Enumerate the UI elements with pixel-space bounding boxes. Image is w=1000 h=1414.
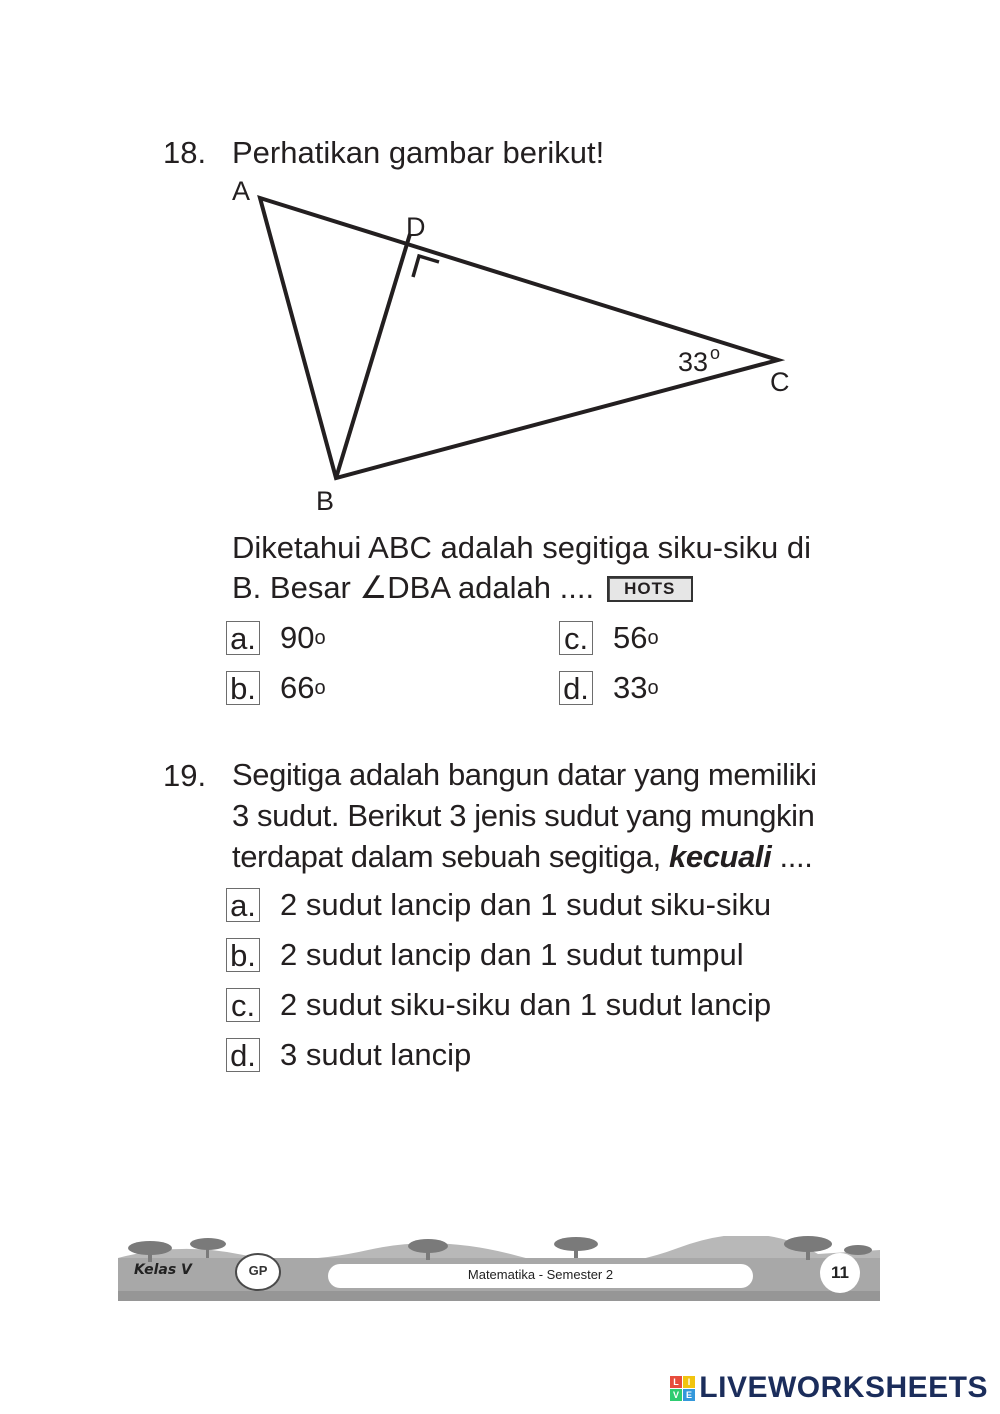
option-letter-box[interactable]: b. [226,938,260,972]
page-footer [118,1236,880,1301]
liveworksheets-logo-icon: L I V E [670,1376,695,1401]
option-letter-box[interactable]: d. [559,671,593,705]
emphasis-kecuali: kecuali [669,839,772,874]
hots-badge: HOTS [607,576,693,602]
q19-option-c[interactable] [226,987,771,1023]
angle-symbol: ∠ [359,570,388,605]
option-text: 2 sudut lancip dan 1 sudut tumpul [280,937,744,972]
q18-option-c[interactable]: c. 56 o [559,620,659,656]
option-value: 56 [613,620,648,655]
q18-option-b[interactable]: b. 66 o [226,670,326,706]
option-value: 33 [613,670,648,705]
page-number: 11 [831,1263,849,1282]
q19-option-b[interactable] [226,937,744,973]
option-letter-box[interactable]: c. [559,621,593,655]
question-19-line1: Segitiga adalah bangun datar yang memiliki [232,757,817,792]
label-a: A [232,176,251,206]
brand-name: LIVEWORKSHEETS [699,1371,988,1404]
label-c: C [770,367,790,397]
label-d: D [406,212,426,242]
question-number-18: 18. [163,135,207,170]
q19-option-a[interactable] [226,887,771,923]
question-18-prompt: Perhatikan gambar berikut! [232,135,605,170]
q18-option-d[interactable]: d. 33 o [559,670,659,706]
option-letter-box[interactable]: d. [226,1038,260,1072]
option-text: 2 sudut siku-siku dan 1 sudut lancip [280,987,772,1022]
class-label: Kelas V [134,1262,192,1278]
angle-c-unit: o [710,343,721,363]
question-19-line2: 3 sudut. Berikut 3 jenis sudut yang mungkin [232,798,815,833]
option-text: 3 sudut lancip [280,1037,472,1072]
publisher-logo: GP [248,1263,268,1278]
triangle-figure [220,170,820,520]
option-text: 2 sudut lancip dan 1 sudut siku-siku [280,887,772,922]
q18-option-a[interactable]: a. 90 o [226,620,326,656]
subject-label: Matematika - Semester 2 [467,1267,614,1282]
option-letter-box[interactable]: a. [226,888,260,922]
segment-bd [336,234,410,478]
option-value: 66 [280,670,315,705]
question-18-text-line2: B. Besar ∠DBA adalah .... HOTS [232,567,693,608]
label-b: B [316,486,335,516]
triangle-abc [260,198,778,478]
q19-option-d[interactable] [226,1037,471,1073]
right-angle-marker [413,256,439,277]
option-letter-box[interactable]: a. [226,621,260,655]
option-letter-box[interactable]: c. [226,988,260,1022]
question-18-text-line1: Diketahui ABC adalah segitiga siku-siku di [232,530,811,565]
question-number-19: 19. [163,758,207,793]
question-19-line3: terdapat dalam sebuah segitiga, kecuali .... [232,839,813,874]
option-letter-box[interactable]: b. [226,671,260,705]
liveworksheets-watermark [670,1371,988,1405]
angle-c-value: 33 [678,347,709,377]
option-value: 90 [280,620,315,655]
